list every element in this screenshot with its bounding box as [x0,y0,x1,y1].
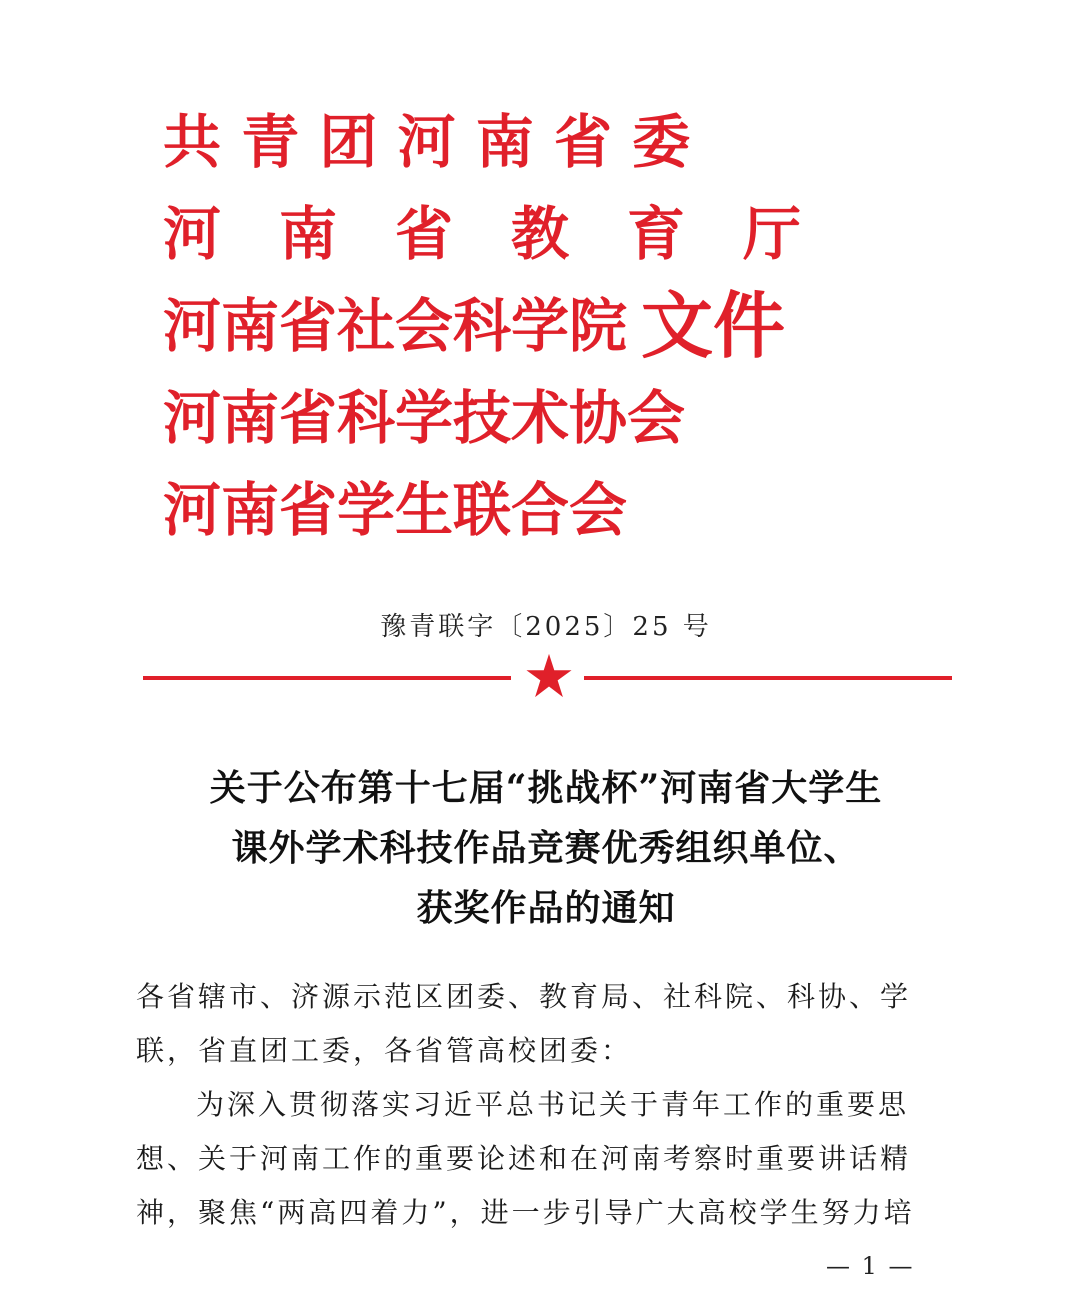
issuer-line-3 [163,280,963,372]
body-line: 想、关于河南工作的重要论述和在河南考察时重要讲话精 [136,1142,912,1175]
notice-title-line: 关于公布第十七届“挑战杯”河南省大学生 [209,767,883,809]
document-number: 豫青联字〔2025〕25 号 [380,612,712,642]
document-suffix: 文件 [641,283,786,368]
notice-title-line: 获奖作品的通知 [416,887,676,929]
issuer-name: 河南省科学技术协会 [163,384,686,452]
issuer-block [163,96,963,556]
star-icon [525,652,573,700]
issuer-line-4 [163,372,963,464]
issuer-name: 河 南 省 教 育 厅 [163,200,802,268]
issuer-name: 河南省社会科学院 [163,292,628,360]
divider-line-left [143,676,511,680]
divider-line-right [584,676,952,680]
body-line: 神，聚焦“两高四着力”，进一步引导广大高校学生努力培 [136,1196,915,1229]
body-text [136,970,966,1240]
notice-title [0,758,1092,938]
issuer-name: 共 青 团 河 南 省 委 [163,108,691,176]
body-line: 各省辖市、济源示范区团委、教育局、社科院、科协、学 [136,980,912,1013]
issuer-line-5 [163,464,963,556]
body-line: 联，省直团工委，各省管高校团委： [136,1034,633,1067]
issuer-line-2 [163,188,963,280]
page-number: — 1 — [826,1252,915,1280]
notice-title-line: 课外学术科技作品竞赛优秀组织单位、 [231,827,861,869]
issuer-name: 河南省学生联合会 [163,476,628,544]
issuer-line-1 [163,96,963,188]
body-line: 为深入贯彻落实习近平总书记关于青年工作的重要思 [196,1088,910,1121]
